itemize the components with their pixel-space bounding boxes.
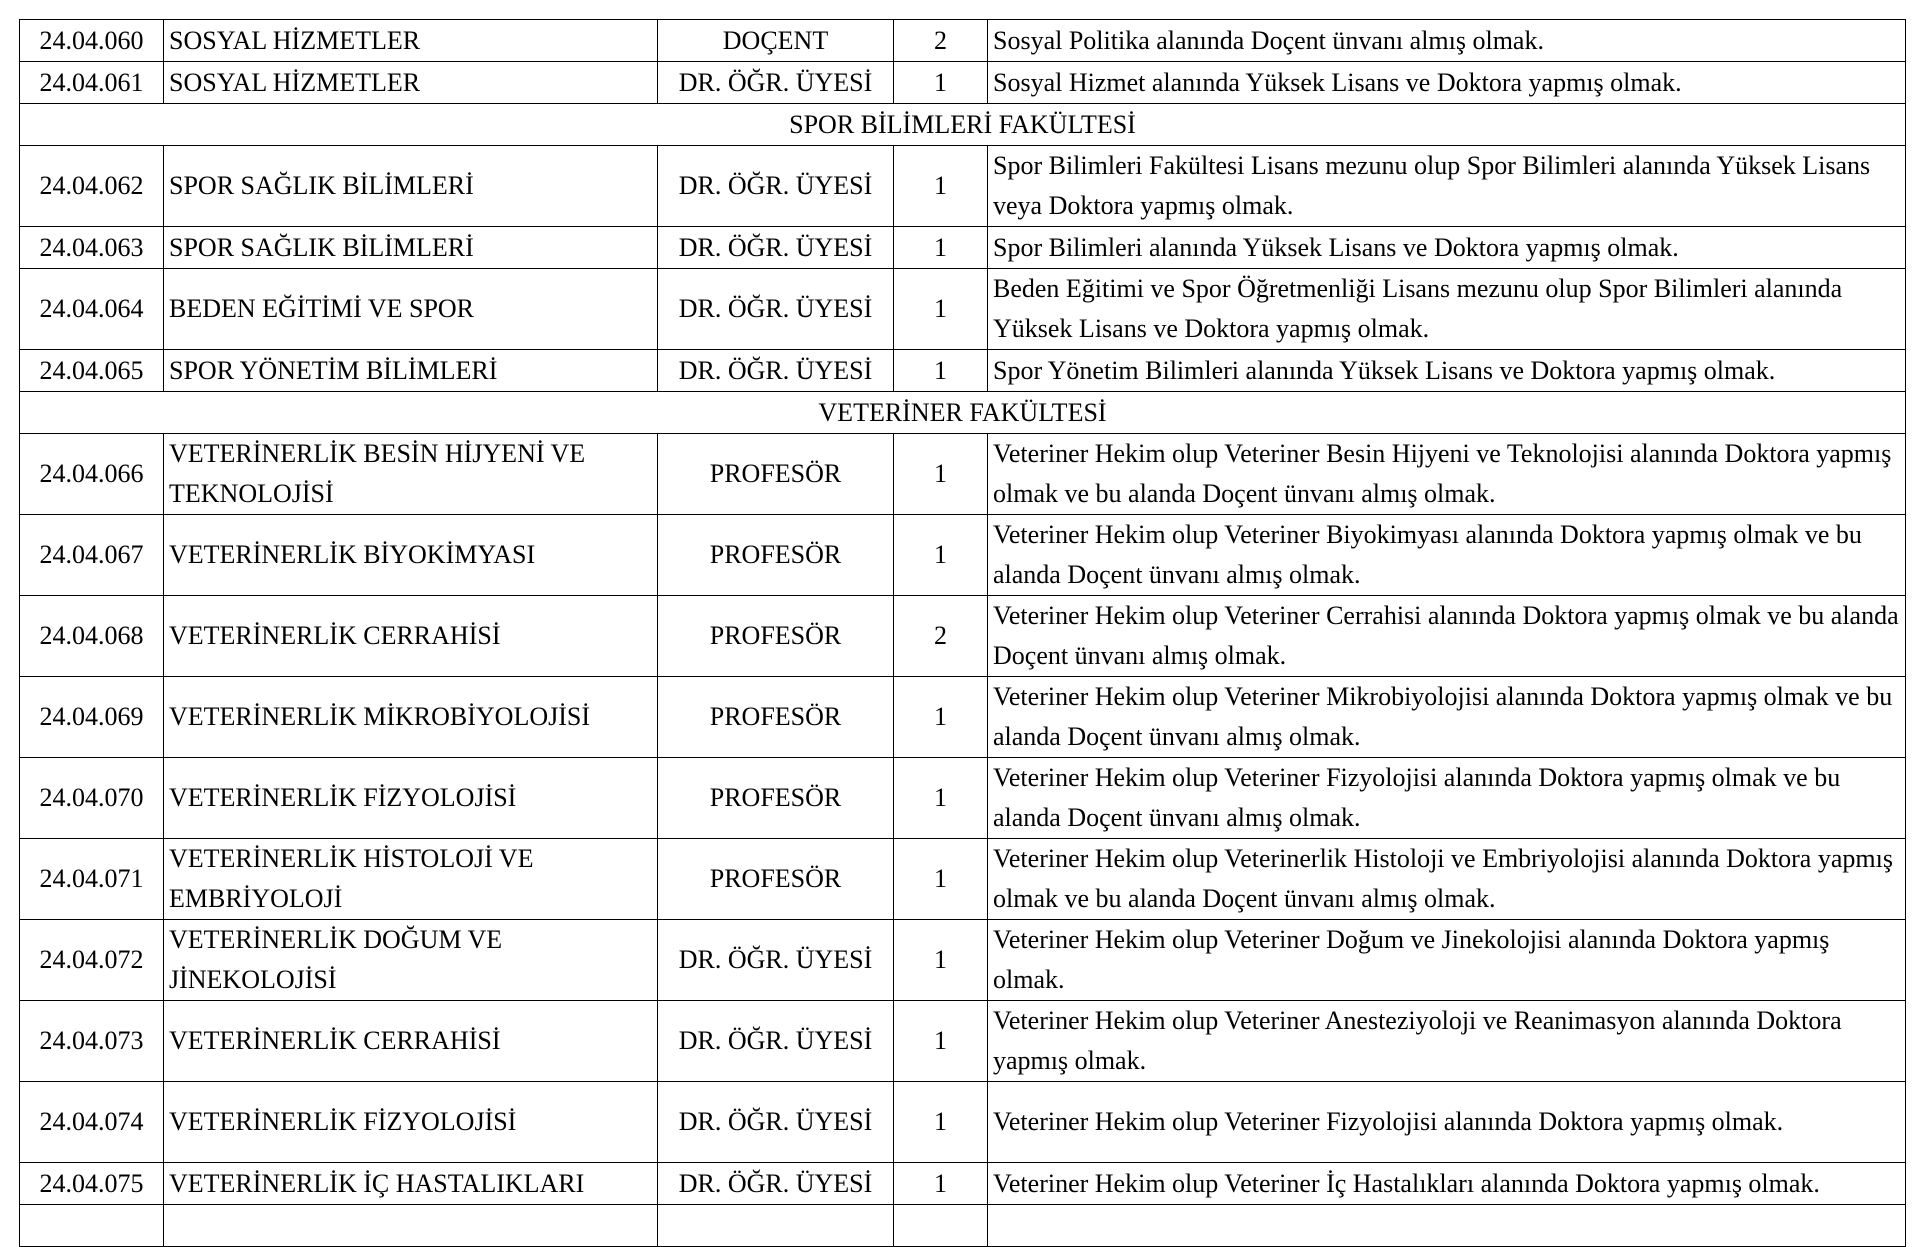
table-row [20, 839, 1906, 920]
academic-title: DOÇENT [658, 20, 894, 62]
requirement-text: Veteriner Hekim olup Veteriner Fizyolojisi alanında Doktora yapmış olmak ve bu alanda Doçent ünvanı almış olmak. [988, 758, 1906, 839]
requirement-text: Sosyal Politika alanında Doçent ünvanı almış olmak. [988, 20, 1906, 62]
requirement-text: Veteriner Hekim olup Veterinerlik Histoloji ve Embriyolojisi alanında Doktora yapmış olmak ve bu alanda Doçent ünvanı almış olmak. [988, 839, 1906, 920]
requirement-text: Spor Yönetim Bilimleri alanında Yüksek Lisans ve Doktora yapmış olmak. [988, 350, 1906, 392]
position-code [20, 1205, 164, 1247]
table-row [20, 20, 1906, 62]
department-name: VETERİNERLİK İÇ HASTALIKLARI [164, 1163, 658, 1205]
academic-title: PROFESÖR [658, 839, 894, 920]
position-listing-table [19, 19, 1906, 1247]
requirement-text: Sosyal Hizmet alanında Yüksek Lisans ve Doktora yapmış olmak. [988, 62, 1906, 104]
position-count: 1 [894, 920, 988, 1001]
requirement-text: Veteriner Hekim olup Veteriner Besin Hijyeni ve Teknolojisi alanında Doktora yapmış olmak ve bu alanda Doçent ünvanı almış olmak. [988, 434, 1906, 515]
table-row [20, 227, 1906, 269]
department-name: SPOR SAĞLIK BİLİMLERİ [164, 146, 658, 227]
position-code: 24.04.064 [20, 269, 164, 350]
academic-title: DR. ÖĞR. ÜYESİ [658, 269, 894, 350]
position-code: 24.04.069 [20, 677, 164, 758]
position-count: 1 [894, 350, 988, 392]
academic-title: DR. ÖĞR. ÜYESİ [658, 1163, 894, 1205]
academic-title: DR. ÖĞR. ÜYESİ [658, 1001, 894, 1082]
position-code: 24.04.068 [20, 596, 164, 677]
position-count: 1 [894, 146, 988, 227]
table-row [20, 62, 1906, 104]
position-code: 24.04.072 [20, 920, 164, 1001]
requirement-text: Veteriner Hekim olup Veteriner Biyokimyası alanında Doktora yapmış olmak ve bu alanda Doçent ünvanı almış olmak. [988, 515, 1906, 596]
department-name: VETERİNERLİK MİKROBİYOLOJİSİ [164, 677, 658, 758]
department-name: VETERİNERLİK BİYOKİMYASI [164, 515, 658, 596]
position-count: 1 [894, 434, 988, 515]
table-row [20, 1205, 1906, 1247]
position-count: 1 [894, 515, 988, 596]
position-code: 24.04.075 [20, 1163, 164, 1205]
academic-title: PROFESÖR [658, 677, 894, 758]
position-code: 24.04.074 [20, 1082, 164, 1163]
table-row [20, 596, 1906, 677]
academic-title: DR. ÖĞR. ÜYESİ [658, 62, 894, 104]
position-count: 1 [894, 839, 988, 920]
position-code: 24.04.071 [20, 839, 164, 920]
faculty-section-row [20, 392, 1906, 434]
position-count: 1 [894, 1082, 988, 1163]
table-row [20, 434, 1906, 515]
requirement-text: Veteriner Hekim olup Veteriner Mikrobiyolojisi alanında Doktora yapmış olmak ve bu alanda Doçent ünvanı almış olmak. [988, 677, 1906, 758]
position-code: 24.04.060 [20, 20, 164, 62]
position-code: 24.04.070 [20, 758, 164, 839]
academic-title: PROFESÖR [658, 434, 894, 515]
table-row [20, 758, 1906, 839]
position-code: 24.04.065 [20, 350, 164, 392]
department-name: VETERİNERLİK FİZYOLOJİSİ [164, 758, 658, 839]
requirement-text: Veteriner Hekim olup Veteriner Anesteziyoloji ve Reanimasyon alanında Doktora yapmış olmak. [988, 1001, 1906, 1082]
position-count: 2 [894, 596, 988, 677]
academic-title: DR. ÖĞR. ÜYESİ [658, 920, 894, 1001]
requirement-text: Veteriner Hekim olup Veteriner İç Hastalıkları alanında Doktora yapmış olmak. [988, 1163, 1906, 1205]
academic-title: PROFESÖR [658, 758, 894, 839]
position-count: 1 [894, 269, 988, 350]
academic-title: DR. ÖĞR. ÜYESİ [658, 350, 894, 392]
requirement-text: Spor Bilimleri alanında Yüksek Lisans ve Doktora yapmış olmak. [988, 227, 1906, 269]
department-name: VETERİNERLİK DOĞUM VE JİNEKOLOJİSİ [164, 920, 658, 1001]
department-name: BEDEN EĞİTİMİ VE SPOR [164, 269, 658, 350]
requirement-text: Beden Eğitimi ve Spor Öğretmenliği Lisans mezunu olup Spor Bilimleri alanında Yüksek Lisans ve Doktora yapmış olmak. [988, 269, 1906, 350]
table-row [20, 515, 1906, 596]
table-row [20, 920, 1906, 1001]
academic-title: PROFESÖR [658, 596, 894, 677]
department-name: SOSYAL HİZMETLER [164, 62, 658, 104]
position-count: 2 [894, 20, 988, 62]
position-count [894, 1205, 988, 1247]
position-count: 1 [894, 758, 988, 839]
table-row [20, 1001, 1906, 1082]
department-name: VETERİNERLİK FİZYOLOJİSİ [164, 1082, 658, 1163]
table-row [20, 1163, 1906, 1205]
faculty-heading: SPOR BİLİMLERİ FAKÜLTESİ [20, 104, 1906, 146]
department-name: SPOR SAĞLIK BİLİMLERİ [164, 227, 658, 269]
academic-title: PROFESÖR [658, 515, 894, 596]
position-count: 1 [894, 62, 988, 104]
position-count: 1 [894, 1163, 988, 1205]
department-name [164, 1205, 658, 1247]
requirement-text [988, 1205, 1906, 1247]
position-code: 24.04.061 [20, 62, 164, 104]
requirement-text: Veteriner Hekim olup Veteriner Cerrahisi alanında Doktora yapmış olmak ve bu alanda Doçent ünvanı almış olmak. [988, 596, 1906, 677]
position-count: 1 [894, 227, 988, 269]
requirement-text: Veteriner Hekim olup Veteriner Doğum ve Jinekolojisi alanında Doktora yapmış olmak. [988, 920, 1906, 1001]
position-code: 24.04.062 [20, 146, 164, 227]
requirement-text: Veteriner Hekim olup Veteriner Fizyolojisi alanında Doktora yapmış olmak. [988, 1082, 1906, 1163]
faculty-section-row [20, 104, 1906, 146]
position-code: 24.04.066 [20, 434, 164, 515]
table-row [20, 677, 1906, 758]
position-code: 24.04.073 [20, 1001, 164, 1082]
position-code: 24.04.067 [20, 515, 164, 596]
table-row [20, 1082, 1906, 1163]
table-row [20, 146, 1906, 227]
academic-title [658, 1205, 894, 1247]
academic-title: DR. ÖĞR. ÜYESİ [658, 146, 894, 227]
department-name: SPOR YÖNETİM BİLİMLERİ [164, 350, 658, 392]
department-name: VETERİNERLİK CERRAHİSİ [164, 596, 658, 677]
position-code: 24.04.063 [20, 227, 164, 269]
academic-title: DR. ÖĞR. ÜYESİ [658, 1082, 894, 1163]
table-row [20, 269, 1906, 350]
table-row [20, 350, 1906, 392]
academic-title: DR. ÖĞR. ÜYESİ [658, 227, 894, 269]
faculty-heading: VETERİNER FAKÜLTESİ [20, 392, 1906, 434]
department-name: VETERİNERLİK BESİN HİJYENİ VE TEKNOLOJİSİ [164, 434, 658, 515]
department-name: VETERİNERLİK HİSTOLOJİ VE EMBRİYOLOJİ [164, 839, 658, 920]
requirement-text: Spor Bilimleri Fakültesi Lisans mezunu olup Spor Bilimleri alanında Yüksek Lisans veya Doktora yapmış olmak. [988, 146, 1906, 227]
department-name: VETERİNERLİK CERRAHİSİ [164, 1001, 658, 1082]
department-name: SOSYAL HİZMETLER [164, 20, 658, 62]
position-count: 1 [894, 1001, 988, 1082]
position-count: 1 [894, 677, 988, 758]
